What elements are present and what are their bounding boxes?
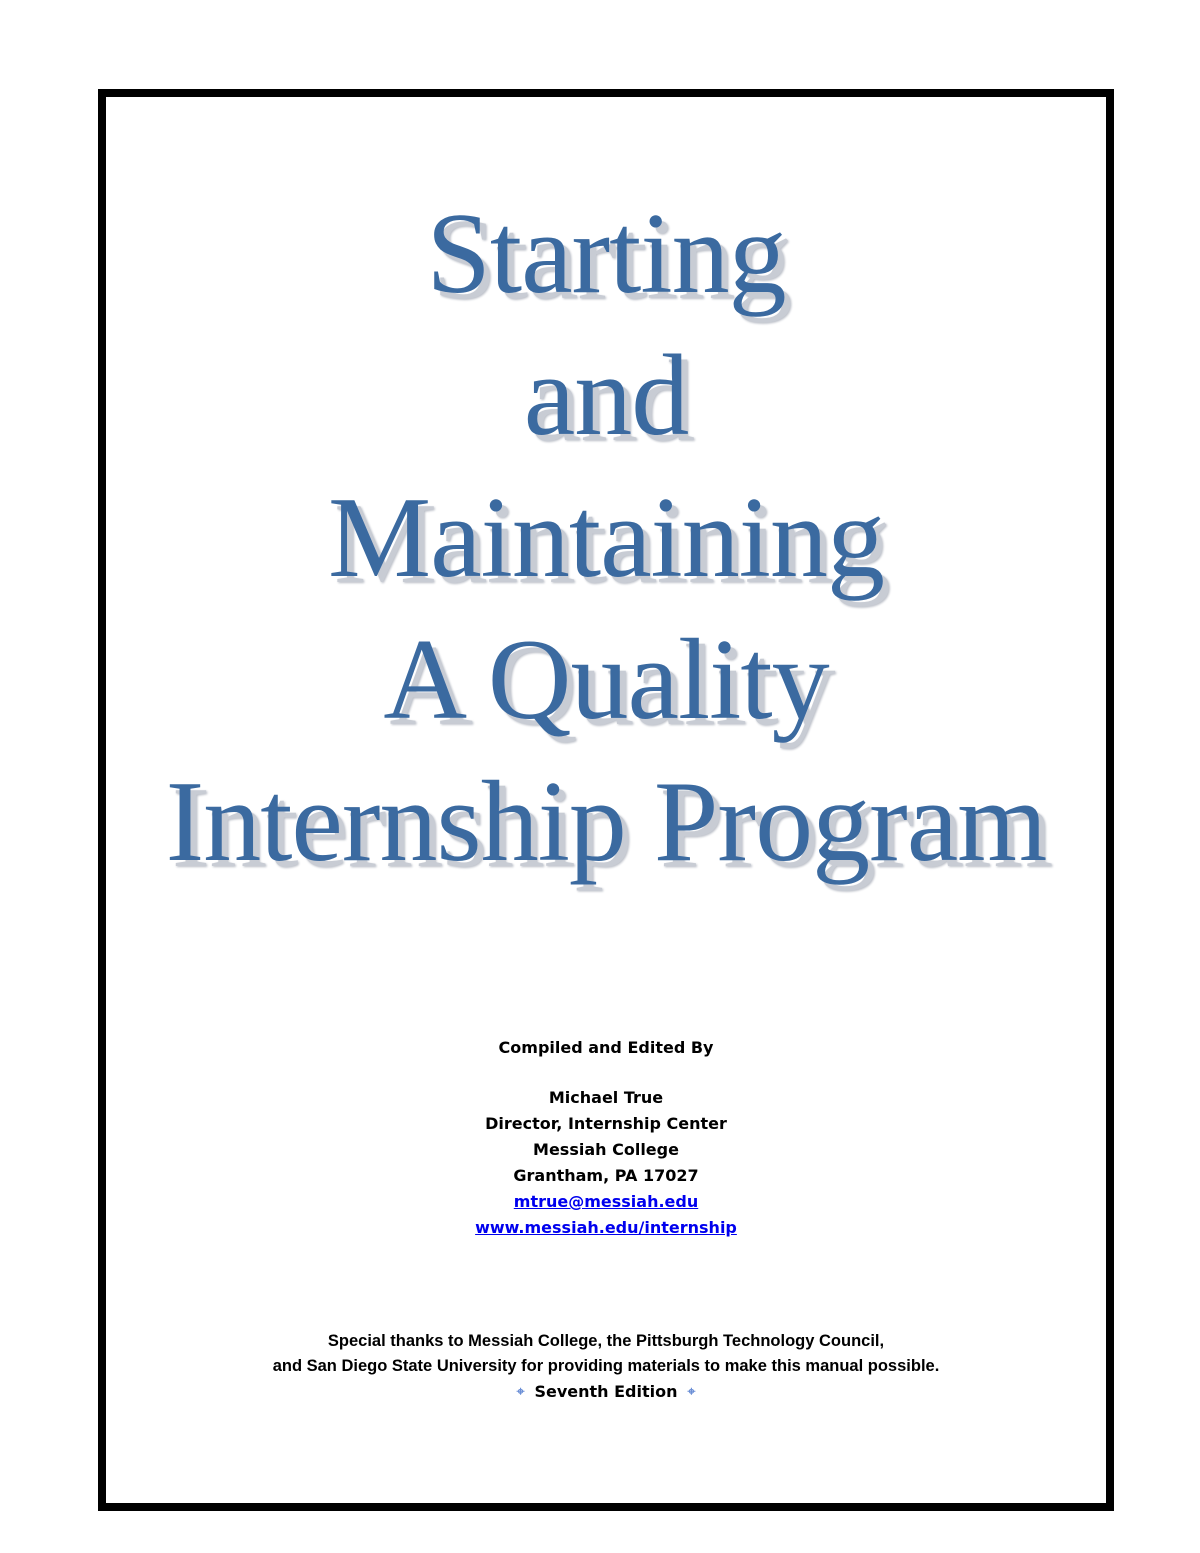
- diamond-star-icon: ⌖: [516, 1384, 525, 1400]
- acknowledgement-line-2: and San Diego State University for providing materials to make this manual possible.: [272, 1357, 940, 1375]
- edition-line: [106, 1379, 1106, 1405]
- title-line-4: A Quality: [383, 616, 829, 744]
- author-institution: Messiah College: [533, 1140, 679, 1159]
- page-border: [98, 89, 1114, 1511]
- email-link[interactable]: mtrue@messiah.edu: [513, 1192, 699, 1211]
- website-link[interactable]: www.messiah.edu/internship: [475, 1218, 737, 1237]
- compiled-by-label: Compiled and Edited By: [498, 1038, 714, 1057]
- author-position: Director, Internship Center: [485, 1114, 727, 1133]
- title-line-1: Starting: [426, 190, 786, 318]
- email-line: [106, 1189, 1106, 1215]
- acknowledgement-line-1: Special thanks to Messiah College, the Pittsburgh Technology Council,: [327, 1332, 885, 1350]
- website-line: [106, 1215, 1106, 1241]
- diamond-star-icon: ⌖: [687, 1384, 696, 1400]
- credits-block: [106, 1035, 1106, 1241]
- title-line-2: and: [523, 332, 689, 460]
- author-name: Michael True: [548, 1088, 664, 1107]
- title-line-3: Maintaining: [327, 474, 885, 602]
- edition-label: Seventh Edition: [534, 1382, 678, 1401]
- title-line-5: Internship Program: [165, 758, 1047, 886]
- acknowledgement-block: [106, 1329, 1106, 1379]
- author-address: Grantham, PA 17027: [513, 1166, 699, 1185]
- document-title: [106, 183, 1106, 893]
